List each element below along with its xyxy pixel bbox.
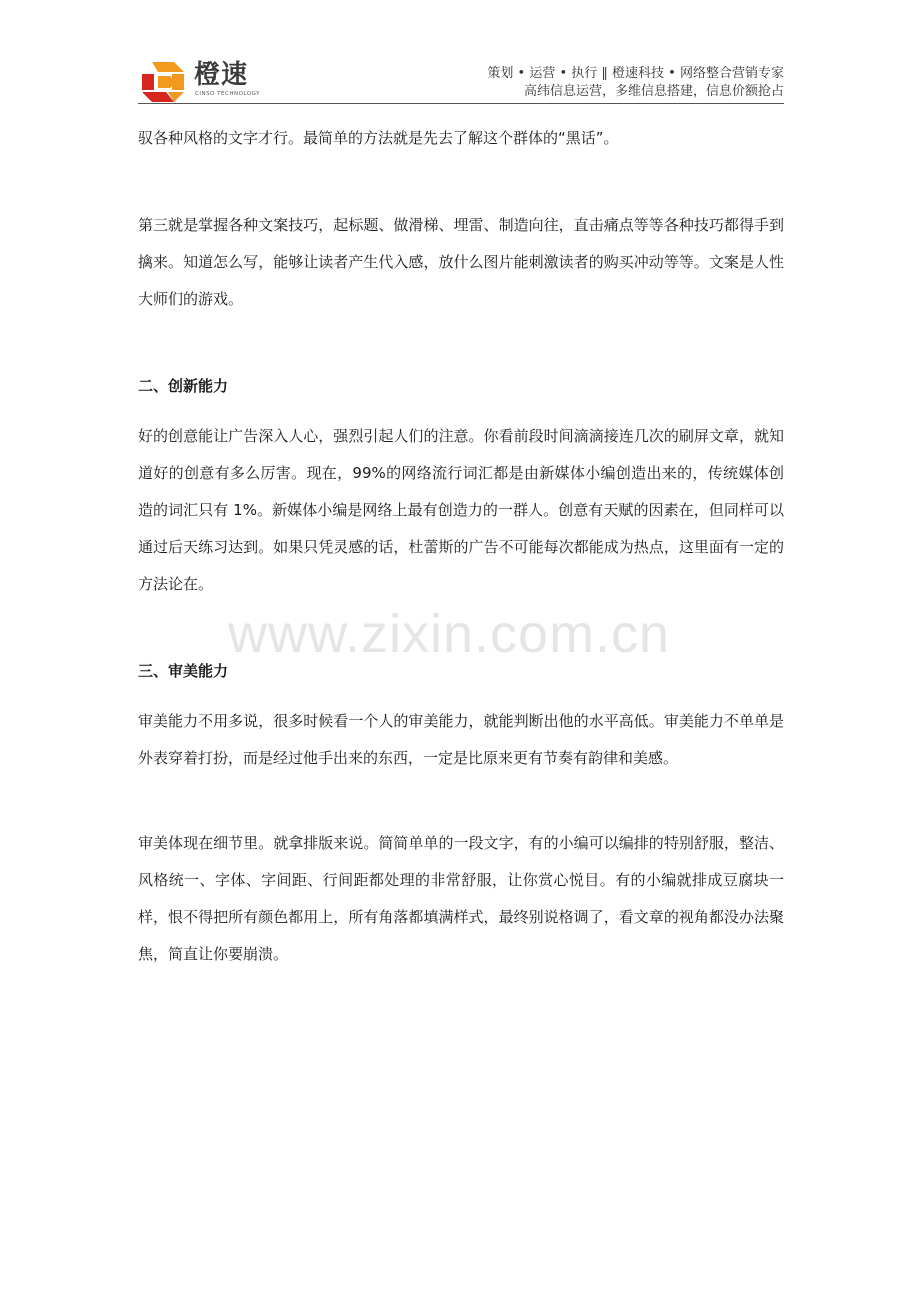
paragraph-copywriting-skills: 第三就是掌握各种文案技巧，起标题、做滑梯、埋雷、制造向往，直击痛点等等各种技巧都得手到擒来。知道怎么写，能够让读者产生代入感，放什么图片能刺激读者的购买冲动等等。文案是人性大师们的游戏。 [138, 216, 784, 308]
logo-subtitle: CINSO TECHNOLOGY [195, 91, 260, 97]
company-logo [138, 60, 288, 104]
logo-mark-icon [138, 60, 188, 104]
heading-aesthetic: 三、审美能力 [138, 662, 229, 680]
header-tagline [487, 65, 784, 101]
paragraph-aesthetic-2: 审美体现在细节里。就拿排版来说。简简单单的一段文字，有的小编可以编排的特别舒服，整洁、风格统一、字体、字间距、行间距都处理的非常舒服，让你赏心悦目。有的小编就排成豆腐块一样，恨不得把所有颜色都用上，所有角落都填满样式，最终别说格调了，看文章的视角都没办法聚焦，简直让你要崩溃。 [138, 834, 784, 963]
tagline-line-1: 策划 • 运营 • 执行 ‖ 橙速科技 • 网络整合营销专家 [487, 66, 784, 81]
paragraph-intro: 驭各种风格的文字才行。最简单的方法就是先去了解这个群体的“黑话”。 [138, 129, 619, 147]
heading-innovation: 二、创新能力 [138, 377, 229, 395]
paragraph-aesthetic-1: 审美能力不用多说，很多时候看一个人的审美能力，就能判断出他的水平高低。审美能力不单单是外表穿着打扮，而是经过他手出来的东西，一定是比原来更有节奏有韵律和美感。 [138, 712, 784, 767]
page-header [138, 56, 784, 104]
watermark: www.zixin.com.cn [228, 604, 671, 664]
header-divider [138, 103, 784, 104]
logo-name: 橙速 [194, 60, 249, 90]
document-body [138, 120, 784, 973]
paragraph-innovation: 好的创意能让广告深入人心，强烈引起人们的注意。你看前段时间滴滴接连几次的刷屏文章，就知道好的创意有多么厉害。现在，99%的网络流行词汇都是由新媒体小编创造出来的，传统媒体创造的词汇只有 1%。新媒体小编是网络上最有创造力的一群人。创意有天赋的因素在，但同样可以通过后天练习达到。如果只凭灵感的话，杜蕾斯的广告不可能每次都能成为热点，这里面有一定的方法论在。 [138, 427, 784, 593]
tagline-line-2: 高纬信息运营，多维信息搭建，信息价额抢占 [523, 84, 784, 99]
